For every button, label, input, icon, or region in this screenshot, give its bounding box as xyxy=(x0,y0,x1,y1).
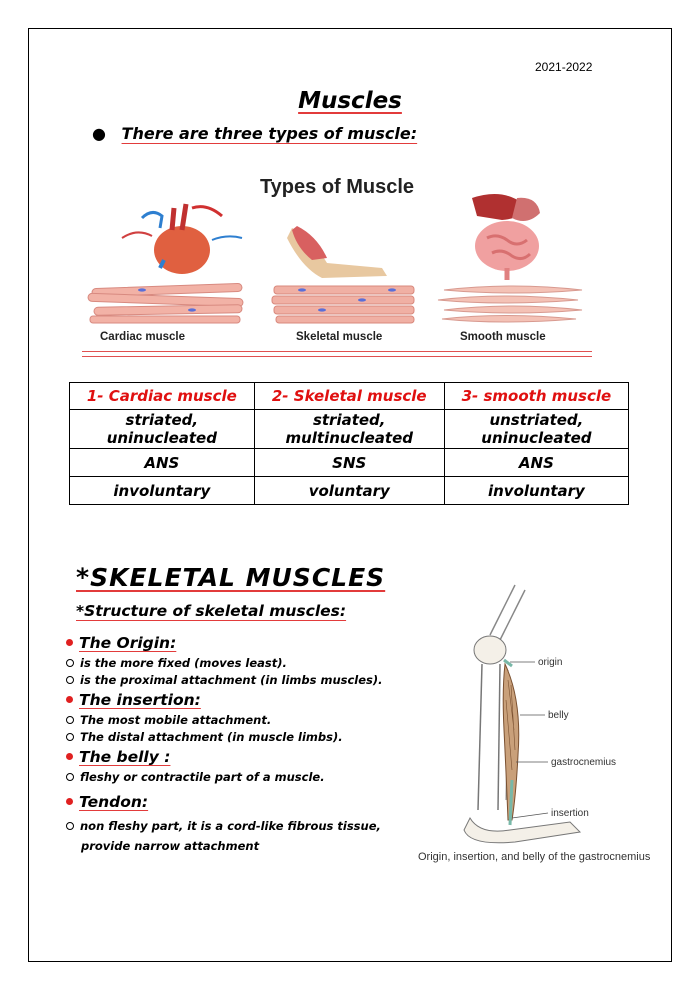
item-text: provide narrow attachment xyxy=(81,839,260,853)
table-cell: involuntary xyxy=(70,477,255,505)
caption-cardiac: Cardiac muscle xyxy=(100,331,186,343)
cell-line: striated, xyxy=(125,411,199,429)
muscle-drawings xyxy=(82,168,592,328)
arm-icon xyxy=(287,226,387,278)
list-heading xyxy=(66,632,426,655)
section-title: *SKELETAL MUSCLES xyxy=(76,563,386,592)
gastrocnemius-figure xyxy=(420,580,670,870)
page-title: Muscles xyxy=(298,88,402,114)
table-header: 2- Skeletal muscle xyxy=(254,383,444,410)
caption-smooth: Smooth muscle xyxy=(460,331,546,343)
figure-caption: Origin, insertion, and belly of the gastrocnemius xyxy=(418,851,651,863)
table-cell: ANS xyxy=(444,449,628,477)
structure-list xyxy=(66,632,426,855)
label-origin: origin xyxy=(538,657,563,668)
heading-text: The belly : xyxy=(79,748,171,766)
intro-line xyxy=(92,124,417,143)
table-row xyxy=(70,449,629,477)
muscle-comparison-table xyxy=(69,382,629,505)
list-heading xyxy=(66,689,426,712)
label-insertion: insertion xyxy=(551,808,589,819)
bullet-icon: ● xyxy=(92,124,106,143)
cell-line: uninucleated xyxy=(481,429,592,447)
bullet-icon xyxy=(66,639,73,646)
illustration-title: Types of Muscle xyxy=(259,176,415,198)
table-header: 3- smooth muscle xyxy=(444,383,628,410)
smooth-fibers xyxy=(438,286,582,322)
table-header: 1- Cardiac muscle xyxy=(70,383,255,410)
types-of-muscle-illustration xyxy=(82,168,592,363)
circle-bullet-icon xyxy=(66,676,74,684)
double-underline xyxy=(82,351,592,357)
bullet-icon xyxy=(66,696,73,703)
table-cell: ANS xyxy=(70,449,255,477)
cardiac-fibers xyxy=(88,283,243,323)
intro-text: There are three types of muscle: xyxy=(121,124,418,143)
label-belly: belly xyxy=(548,710,569,721)
table-row xyxy=(70,477,629,505)
leg-bones-drawing xyxy=(420,580,670,850)
year-label: 2021-2022 xyxy=(535,60,593,74)
circle-bullet-icon xyxy=(66,733,74,741)
cell-line: uninucleated xyxy=(106,429,217,447)
circle-bullet-icon xyxy=(66,716,74,724)
table-cell xyxy=(444,410,628,449)
cell-line: unstriated, xyxy=(489,411,584,429)
label-gastrocnemius: gastrocnemius xyxy=(551,757,617,768)
table-cell xyxy=(70,410,255,449)
circle-bullet-icon xyxy=(66,659,74,667)
item-text: The distal attachment (in muscle limbs). xyxy=(80,730,343,744)
heart-icon xyxy=(122,204,242,274)
list-item xyxy=(66,814,426,838)
caption-skeletal: Skeletal muscle xyxy=(296,331,383,343)
list-item xyxy=(66,672,426,689)
table-cell: SNS xyxy=(254,449,444,477)
heading-text: The insertion: xyxy=(79,691,201,709)
item-text: The most mobile attachment. xyxy=(80,713,272,727)
list-item-continuation xyxy=(66,838,426,855)
list-item xyxy=(66,769,426,791)
item-text: is the proximal attachment (in limbs muscles). xyxy=(80,673,383,687)
bullet-icon xyxy=(66,798,73,805)
table-cell: involuntary xyxy=(444,477,628,505)
table-cell: voluntary xyxy=(254,477,444,505)
list-item xyxy=(66,655,426,672)
bullet-icon xyxy=(66,753,73,760)
heading-text: Tendon: xyxy=(79,793,149,811)
item-text: fleshy or contractile part of a muscle. xyxy=(80,770,325,784)
item-text: non fleshy part, it is a cord-like fibrous tissue, xyxy=(80,819,381,833)
circle-bullet-icon xyxy=(66,822,74,830)
subsection-title: *Structure of skeletal muscles: xyxy=(76,602,347,620)
table-row xyxy=(70,410,629,449)
digestive-organs-icon xyxy=(472,194,540,280)
list-item xyxy=(66,712,426,729)
item-text: is the more fixed (moves least). xyxy=(80,656,287,670)
list-item xyxy=(66,729,426,746)
heading-text: The Origin: xyxy=(79,634,177,652)
list-heading xyxy=(66,791,426,814)
table-cell xyxy=(254,410,444,449)
cell-line: multinucleated xyxy=(285,429,413,447)
circle-bullet-icon xyxy=(66,773,74,781)
list-heading xyxy=(66,746,426,769)
table-header-row xyxy=(70,383,629,410)
cell-line: striated, xyxy=(312,411,386,429)
